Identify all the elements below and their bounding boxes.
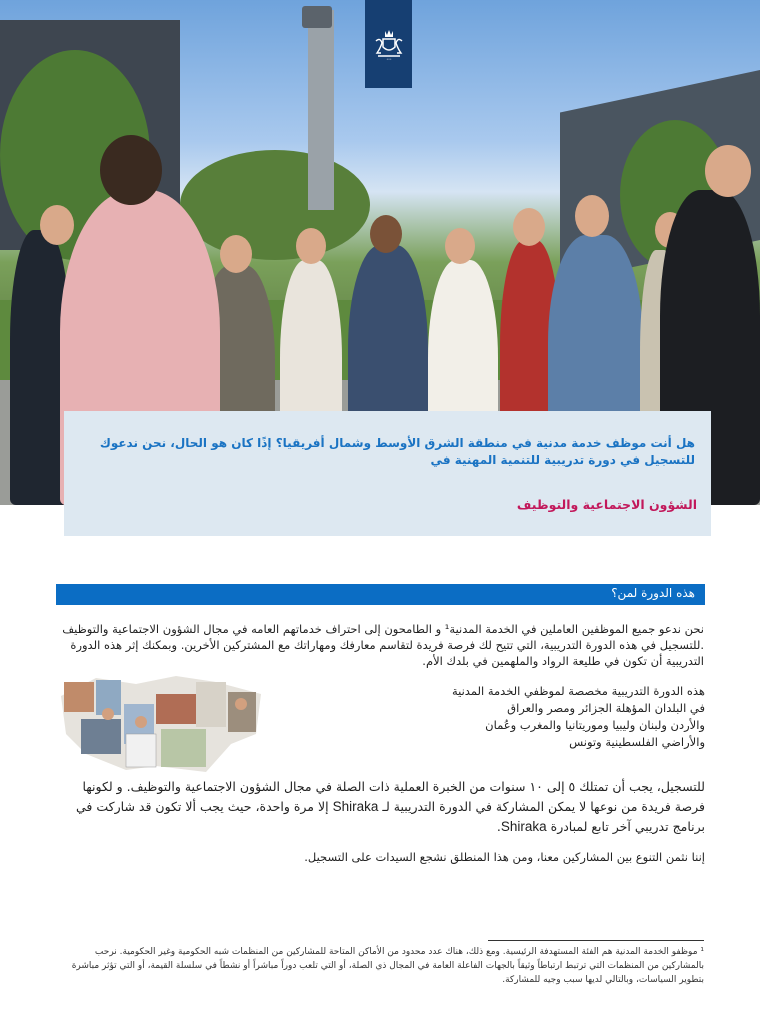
- eligibility-line: والأردن ولبنان وليبيا وموريتانيا والمغرب وعُمان: [485, 718, 705, 732]
- shiraka-brand: Shiraka: [500, 819, 547, 834]
- tree: [180, 150, 370, 260]
- lamp-pole: [308, 10, 334, 210]
- footnote-divider: [488, 940, 704, 941]
- person-head: [40, 205, 74, 245]
- paragraph-invitation: نحن ندعو جميع الموظفين العاملين في الخدمة المدنية¹ و الطامحون إلى احتراف خدماتهم العامه في مجال الشؤون الاجتماعية والتوظيف .للتسجيل في هذه الدورة التدريبية، التي تتيح لك فرصة فريدة لتقاسم معارفك ومهاراتك مع المشتركين الأخرين. وبمكنك إثر هذه الدورة التدريبية أن تكون في طليعة الرواد والملهمين في بلدك الأم.: [62, 622, 704, 668]
- intro-question: هل أنت موظف خدمة مدنية في منطقة الشرق الأوسط وشمال أفريقيا؟ إذًا كان هو الحال، نحن ندعوك للتسجيل في دورة تدريبية للتنمية المهنية في: [99, 436, 695, 467]
- svg-text:•••: •••: [385, 57, 392, 61]
- section-header: [56, 584, 705, 605]
- footnote: ¹ موظفو الخدمة المدنية هم الفئة المستهدفة الرئيسية. ومع ذلك، هناك عدد محدود من الأماكن المتاحة للمشاركين من المنظمات شبه الحكومية وغير الحكومية. نرحب بالمشاركين من المنظمات التي ترتبط ارتباطاً وثيقاً بالجهات الفاعلة العامة في المجال ذي الصلة، أو التي تلعب دوراً مباشراً أو نشطاً في سلسلة القيمة، أو التي تؤثر مباشرة بتطوير السياسات، وبالتالي لديها سبب وجيه للمشاركة.: [71, 947, 704, 985]
- eligibility-line: في البلدان المؤهلة الجزائر ومصر والعراق: [507, 701, 705, 715]
- person-head: [513, 208, 545, 246]
- eligibility-line: هذه الدورة التدريبية مخصصة لموظفي الخدمة المدنية: [451, 684, 705, 698]
- requirements-text: للتسجيل، يجب أن تمتلك ٥ إلى ١٠ سنوات من الخبرة العملية ذات الصلة في مجال الشؤون الاجتماعية والتوظيف. و لكونها فرصة فريدة من نوعها لا يمكن المشاركة في الدورة التدريبية لـ: [82, 779, 705, 814]
- requirements-text: .: [496, 819, 501, 834]
- intro-box: [64, 411, 711, 536]
- person-head: [100, 135, 162, 205]
- person-head: [445, 228, 475, 264]
- royal-coat-of-arms-icon: [372, 27, 406, 61]
- paragraph-requirements: [62, 777, 705, 837]
- person-head: [370, 215, 402, 253]
- person-head: [705, 145, 751, 197]
- eligibility-list: [400, 683, 705, 751]
- requirements-text: إلا مرة واحدة، حيث يجب ألا تكون قد شاركت في برنامج تدريبي آخر تابع لمبادرة: [76, 799, 705, 834]
- lamp: [302, 6, 332, 28]
- eligibility-line: والأراضي الفلسطينية وتونس: [569, 735, 705, 749]
- participants-collage-image: [56, 674, 266, 774]
- person-head: [575, 195, 609, 237]
- shiraka-brand: Shiraka: [332, 799, 379, 814]
- intro-topic: الشؤون الاجتماعية والتوظيف: [516, 497, 697, 512]
- section-title: هذه الدورة لمن؟: [611, 586, 695, 600]
- person-head: [220, 235, 252, 273]
- crest-badge: [365, 0, 412, 88]
- person-head: [296, 228, 326, 264]
- paragraph-diversity: إننا نثمن التنوع بين المشاركين معنا، ومن هذا المنطلق نشجع السيدات على التسجيل.: [304, 850, 705, 864]
